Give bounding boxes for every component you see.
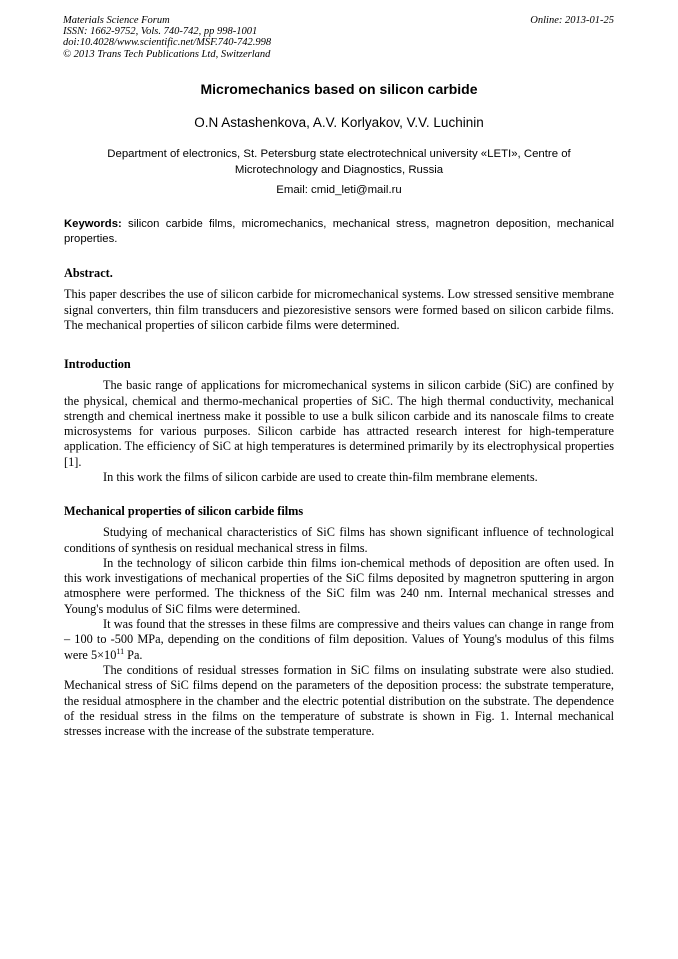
paragraph: In the technology of silicon carbide thin films ion-chemical methods of deposition are often used. In this work investigations of mechanical properties of the SiC films deposited by magnetron sputtering in argon atmosphere were performed. The thickness of the SiC film was 240 nm. Internal mechanical stresses and Young's modulus of SiC films were determined. <box>64 555 614 616</box>
abstract-text: This paper describes the use of silicon carbide for micromechanical systems. Low stressed sensitive membrane signal converters, thin film transducers and piezoresistive sensors were formed based on silicon carbide films. The mechanical properties of silicon carbide films were determined. <box>64 287 614 332</box>
introduction-heading: Introduction <box>64 357 131 371</box>
paragraph: The conditions of residual stresses formation in SiC films on insulating substrate were also studied. Mechanical stress of SiC films depend on the parameters of the deposition process: the substrate temperature, the residual atmosphere in the chamber and the electric potential distribution on the substrate. The dependence of the residual stress in the films on the temperature of substrate is shown in Fig. 1. Internal mechanical stresses increase with the increase of the substrate temperature. <box>64 662 614 739</box>
issn-line: ISSN: 1662-9752, Vols. 740-742, pp 998-1001 <box>63 26 258 38</box>
keywords-label: Keywords: <box>64 218 122 230</box>
abstract-section <box>64 266 614 333</box>
email-address: Email: cmid_leti@mail.ru <box>276 184 402 196</box>
mechanical-properties-heading: Mechanical properties of silicon carbide films <box>64 504 304 518</box>
paragraph <box>64 617 614 663</box>
journal-name: Materials Science Forum <box>63 15 170 26</box>
online-date: Online: 2013-01-25 <box>530 15 614 26</box>
paragraph: In this work the films of silicon carbide are used to create thin-film membrane elements. <box>103 470 538 485</box>
affiliation: Department of electronics, St. Petersburg state electrotechnical university «LETI», Centre of Microtechnology and Diagnostics, Russia <box>107 148 571 176</box>
abstract-heading: Abstract. <box>64 266 113 280</box>
mechanical-properties-section <box>64 504 614 739</box>
paragraph: The basic range of applications for micromechanical systems in silicon carbide (SiC) are confined by the physical, chemical and thermo-mechanical properties of SiC. The high thermal conductivity, mechanical strength and chemical inertness make it possible to use a bulk silicon carbide and its nanoscale films to create microsystems for various purposes. Silicon carbide has attracted research interest for high-temperature application. The efficiency of SiC at high temperatures is determined primarily by its electrophysical properties [1]. <box>64 378 614 469</box>
introduction-section <box>64 357 614 485</box>
paragraph: Studying of mechanical characteristics of SiC films has shown significant influence of technological conditions of synthesis on residual mechanical stress in films. <box>64 525 614 555</box>
journal-header <box>63 15 271 60</box>
text-span: It was found that the stresses in these films are compressive and theirs values can change in range from – 100 to -500 MPa, depending on the conditions of film deposition. Values of Young's modulus of this films were 5×10 <box>64 617 614 662</box>
keywords-block <box>64 217 614 247</box>
keywords-text: silicon carbide films, micromechanics, mechanical stress, magnetron deposition, mechanical properties. <box>64 218 614 245</box>
doi-line: doi:10.4028/www.scientific.net/MSF.740-742.998 <box>63 37 272 49</box>
text-span: Pa. <box>124 647 143 662</box>
paper-title: Micromechanics based on silicon carbide <box>200 81 478 97</box>
exponent: 11 <box>116 646 125 656</box>
author-list: O.N Astashenkova, A.V. Korlyakov, V.V. Luchinin <box>194 115 484 130</box>
copyright-line: © 2013 Trans Tech Publications Ltd, Switzerland <box>63 48 271 60</box>
